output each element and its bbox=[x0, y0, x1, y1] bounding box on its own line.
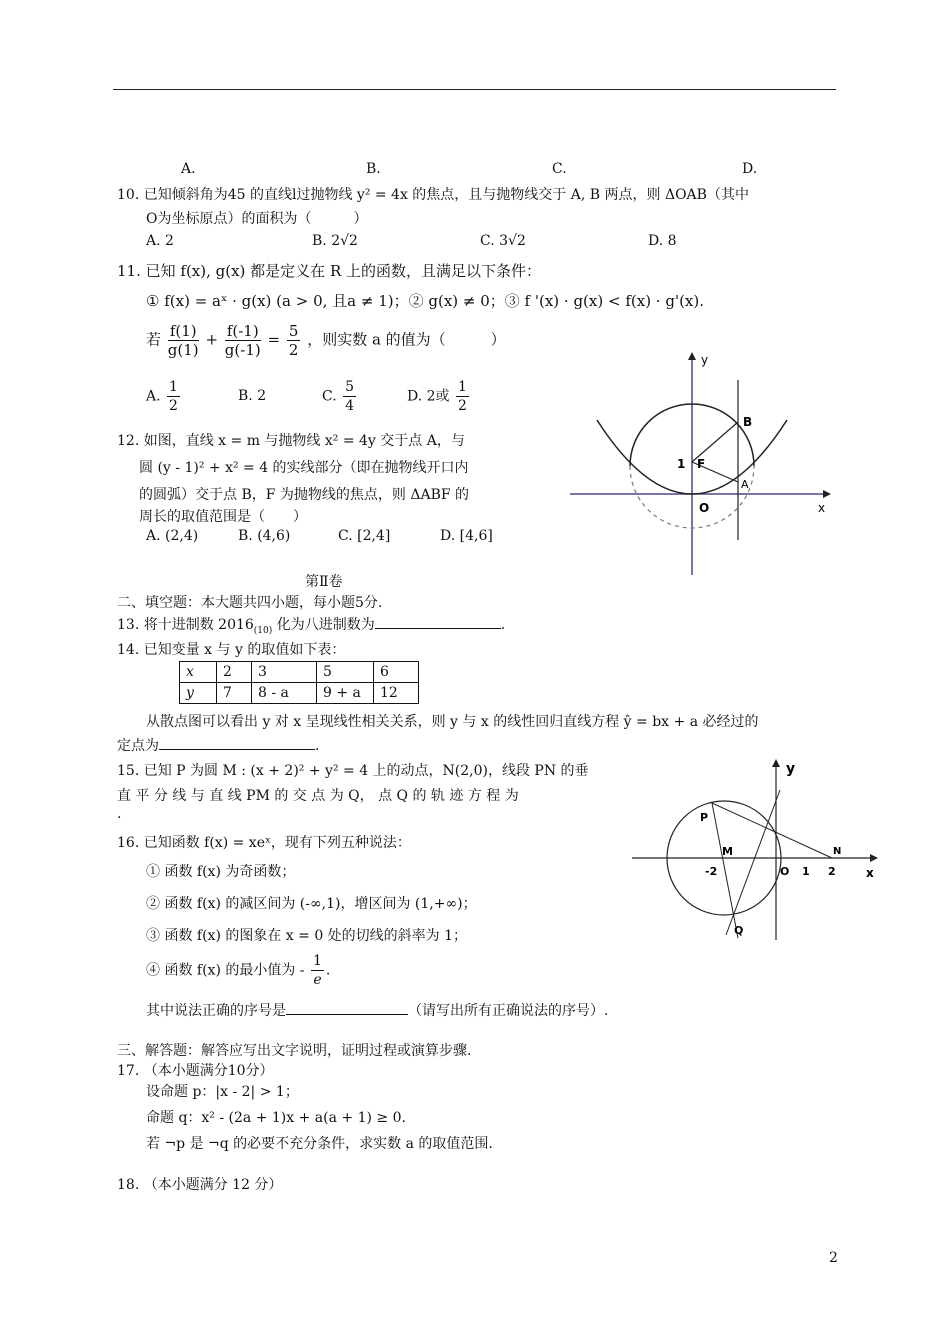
q11-option-d-num: 1 bbox=[458, 379, 467, 395]
q15-label-n: N bbox=[833, 846, 842, 857]
q11-option-d-label: D. 2或 bbox=[407, 388, 450, 405]
q11-option-a bbox=[146, 378, 182, 415]
q14-fixed-point-label: 定点为 bbox=[117, 738, 159, 754]
q12-option-d: D. [4,6] bbox=[440, 528, 493, 544]
q11-frac2-den: g(-1) bbox=[224, 341, 261, 359]
table-row bbox=[180, 662, 419, 683]
q12-x-arrow-icon bbox=[823, 490, 831, 498]
q11-option-c-frac bbox=[343, 378, 356, 415]
q15-text-line1: 15. 已知 P 为圆 M : (x + 2)² + y² = 4 上的动点，N(2,0)，线段 PN 的垂 bbox=[117, 763, 589, 779]
q10-option-d: D. 8 bbox=[648, 233, 677, 249]
q11-option-d-frac bbox=[456, 378, 469, 415]
q17-proposition-p: 设命题 p：|x - 2| > 1； bbox=[146, 1084, 299, 1100]
q10-text-line1: 10. 已知倾斜角为45 的直线l过抛物线 y² = 4x 的焦点，且与抛物线交于 A, B 两点，则 ΔOAB（其中 bbox=[117, 187, 749, 203]
page-number: 2 bbox=[829, 1250, 838, 1266]
q9-option-b: B. bbox=[366, 161, 381, 177]
q11-option-d bbox=[407, 378, 471, 415]
q14-text-end: . bbox=[315, 738, 320, 754]
q12-label-b: B bbox=[743, 415, 753, 429]
q11-plus: + bbox=[205, 330, 219, 349]
table-cell: 12 bbox=[374, 683, 419, 704]
q16-statement-3: ③ 函数 f(x) 的图象在 x = 0 处的切线的斜率为 1； bbox=[146, 928, 468, 944]
q12-segment-fb bbox=[692, 422, 738, 462]
q16-frac-1-e bbox=[311, 952, 324, 989]
q16-text-line1: 16. 已知函数 f(x) = xeˣ，现有下列五种说法： bbox=[117, 835, 411, 851]
q16-statement-2: ② 函数 f(x) 的减区间为 (-∞,1)，增区间为 (1,+∞)； bbox=[146, 896, 477, 912]
q10-option-a: A. 2 bbox=[146, 233, 174, 249]
q12-figure bbox=[565, 350, 845, 580]
q15-text-line3: . bbox=[117, 806, 122, 822]
q9-option-a: A. bbox=[181, 161, 196, 177]
q11-frac3-num: 5 bbox=[288, 322, 299, 340]
q11-frac-fm1-gm1 bbox=[225, 322, 261, 359]
q17-proposition-q: 命题 q：x² - (2a + 1)x + a(a + 1) ≥ 0. bbox=[146, 1110, 406, 1126]
q11-frac-5-2 bbox=[287, 322, 301, 359]
q12-label-y: y bbox=[701, 353, 709, 367]
q12-label-a: A bbox=[741, 478, 749, 491]
q11-option-c-den: 4 bbox=[345, 398, 355, 414]
header-rule bbox=[113, 89, 836, 90]
q14-text-line1: 14. 已知变量 x 与 y 的取值如下表： bbox=[117, 642, 346, 658]
q14-value-table bbox=[179, 661, 419, 704]
q15-label-y: y bbox=[786, 761, 796, 777]
q15-label-x: x bbox=[866, 866, 874, 880]
section3-heading: 三、解答题：解答应写出文字说明，证明过程或演算步骤. bbox=[117, 1043, 472, 1059]
q11-option-a-den: 2 bbox=[169, 398, 178, 414]
q11-option-b: B. 2 bbox=[238, 388, 267, 404]
table-cell: 2 bbox=[217, 662, 252, 683]
q12-text-line1: 12. 如图，直线 x = m 与抛物线 x² = 4y 交于点 A，与 bbox=[117, 433, 465, 449]
q11-option-a-num: 1 bbox=[169, 379, 178, 395]
q15-text-line2: 直 平 分 线 与 直 线 PM 的 交 点 为 Q， 点 Q 的 轨 迹 方 程 为 bbox=[117, 788, 519, 804]
q13-text bbox=[117, 614, 505, 636]
q15-perpendicular-bisector bbox=[726, 790, 780, 935]
table-cell: y bbox=[180, 683, 217, 704]
q12-text-line3: 的圆弧）交于点 B，F 为抛物线的焦点，则 ΔABF 的 bbox=[139, 487, 470, 503]
q13-answer-blank[interactable] bbox=[375, 614, 501, 629]
q12-y-arrow-icon bbox=[688, 352, 696, 360]
q12-option-b: B. (4,6) bbox=[238, 528, 291, 544]
table-cell: 8 - a bbox=[252, 683, 317, 704]
q15-y-arrow-icon bbox=[772, 759, 780, 767]
table-cell: 9 + a bbox=[317, 683, 374, 704]
q15-x-arrow-icon bbox=[870, 854, 878, 862]
q16-frac-num: 1 bbox=[313, 953, 322, 969]
q11-question: ，则实数 a 的值为（ ） bbox=[307, 330, 506, 349]
q16-statement-4-pre: ④ 函数 f(x) 的最小值为 - bbox=[146, 962, 305, 979]
q11-option-a-frac bbox=[167, 378, 180, 415]
q15-label-q: Q bbox=[734, 924, 744, 937]
q10-text-line2: O为坐标原点）的面积为（ ） bbox=[146, 211, 368, 227]
q15-label-neg2: -2 bbox=[705, 865, 718, 878]
table-cell: 6 bbox=[374, 662, 419, 683]
q16-answer-hint: （请写出所有正确说法的序号）. bbox=[408, 1003, 609, 1019]
q15-figure bbox=[630, 755, 880, 945]
q13-text-end: . bbox=[500, 617, 506, 633]
q11-option-d-den: 2 bbox=[458, 398, 467, 414]
q12-label-1: 1 bbox=[677, 457, 686, 471]
q11-option-c-label: C. bbox=[322, 388, 337, 405]
q15-label-p: P bbox=[700, 811, 709, 824]
q14-answer-blank[interactable] bbox=[159, 735, 315, 750]
q11-frac2-num: f(-1) bbox=[225, 322, 261, 341]
q15-label-o: O bbox=[780, 865, 790, 878]
q11-frac1-num: f(1) bbox=[168, 322, 199, 341]
q14-text-line2: 从散点图可以看出 y 对 x 呈现线性相关关系，则 y 与 x 的线性回归直线方程 ŷ = bx + a 必经过的 bbox=[146, 714, 759, 730]
table-cell: 7 bbox=[217, 683, 252, 704]
table-cell: 3 bbox=[252, 662, 317, 683]
part2-title: 第Ⅱ卷 bbox=[305, 574, 343, 590]
table-row bbox=[180, 683, 419, 704]
q16-statement-4 bbox=[146, 952, 330, 989]
q9-option-d: D. bbox=[742, 161, 758, 177]
q11-conditions: ① f(x) = aˣ · g(x) (a > 0, 且a ≠ 1)；② g(x) ≠ 0；③ f '(x) · g(x) < f(x) · g'(x). bbox=[146, 292, 705, 310]
q12-label-o: O bbox=[699, 501, 710, 515]
q11-frac-f1-g1 bbox=[168, 322, 199, 359]
q11-option-c bbox=[322, 378, 358, 415]
q16-answer-label: 其中说法正确的序号是 bbox=[146, 1003, 286, 1019]
q11-if-label: 若 bbox=[146, 330, 162, 349]
q15-label-m: M bbox=[722, 845, 733, 858]
q15-label-1: 1 bbox=[802, 865, 810, 878]
q11-option-a-label: A. bbox=[146, 388, 161, 405]
q13-subscript: (10) bbox=[253, 625, 273, 636]
q11-option-c-num: 5 bbox=[345, 379, 355, 395]
q10-option-c: C. 3√2 bbox=[480, 233, 526, 249]
q16-frac-den: e bbox=[313, 972, 322, 988]
q12-text-line4: 周长的取值范围是（ ） bbox=[139, 509, 307, 525]
q11-equation bbox=[146, 322, 506, 359]
q15-label-2: 2 bbox=[828, 865, 836, 878]
q11-frac3-den: 2 bbox=[288, 341, 299, 359]
q17-header: 17. （本小题满分10分） bbox=[117, 1063, 274, 1079]
q14-text-line3 bbox=[117, 735, 319, 755]
q12-option-c: C. [2,4] bbox=[338, 528, 391, 544]
q10-option-b: B. 2√2 bbox=[312, 233, 358, 249]
q18-header: 18. （本小题满分 12 分） bbox=[117, 1177, 283, 1193]
q16-answer-blank[interactable] bbox=[286, 1000, 408, 1015]
table-cell: 5 bbox=[317, 662, 374, 683]
q16-answer-line bbox=[146, 1000, 608, 1020]
q16-statement-1: ① 函数 f(x) 为奇函数； bbox=[146, 864, 296, 880]
q11-equals: = bbox=[267, 330, 281, 349]
section2-heading: 二、填空题：本大题共四小题，每小题5分. bbox=[117, 595, 383, 611]
q13-text-post: 化为八进制数为 bbox=[272, 617, 375, 633]
q12-label-x: x bbox=[818, 501, 826, 515]
q13-text-pre: 13. 将十进制数 2016 bbox=[117, 617, 254, 633]
q11-text-line1: 11. 已知 f(x), g(x) 都是定义在 R 上的函数，且满足以下条件： bbox=[117, 262, 542, 280]
q12-option-a: A. (2,4) bbox=[146, 528, 199, 544]
q9-option-c: C. bbox=[552, 161, 567, 177]
q17-question: 若 ¬p 是 ¬q 的必要不充分条件，求实数 a 的取值范围. bbox=[146, 1136, 493, 1152]
q12-text-line2: 圆 (y - 1)² + x² = 4 的实线部分（即在抛物线开口内 bbox=[139, 460, 469, 476]
q11-frac1-den: g(1) bbox=[167, 341, 199, 359]
table-cell: x bbox=[180, 662, 217, 683]
q12-label-f: F bbox=[697, 457, 706, 471]
q16-statement-4-post: . bbox=[325, 962, 331, 979]
